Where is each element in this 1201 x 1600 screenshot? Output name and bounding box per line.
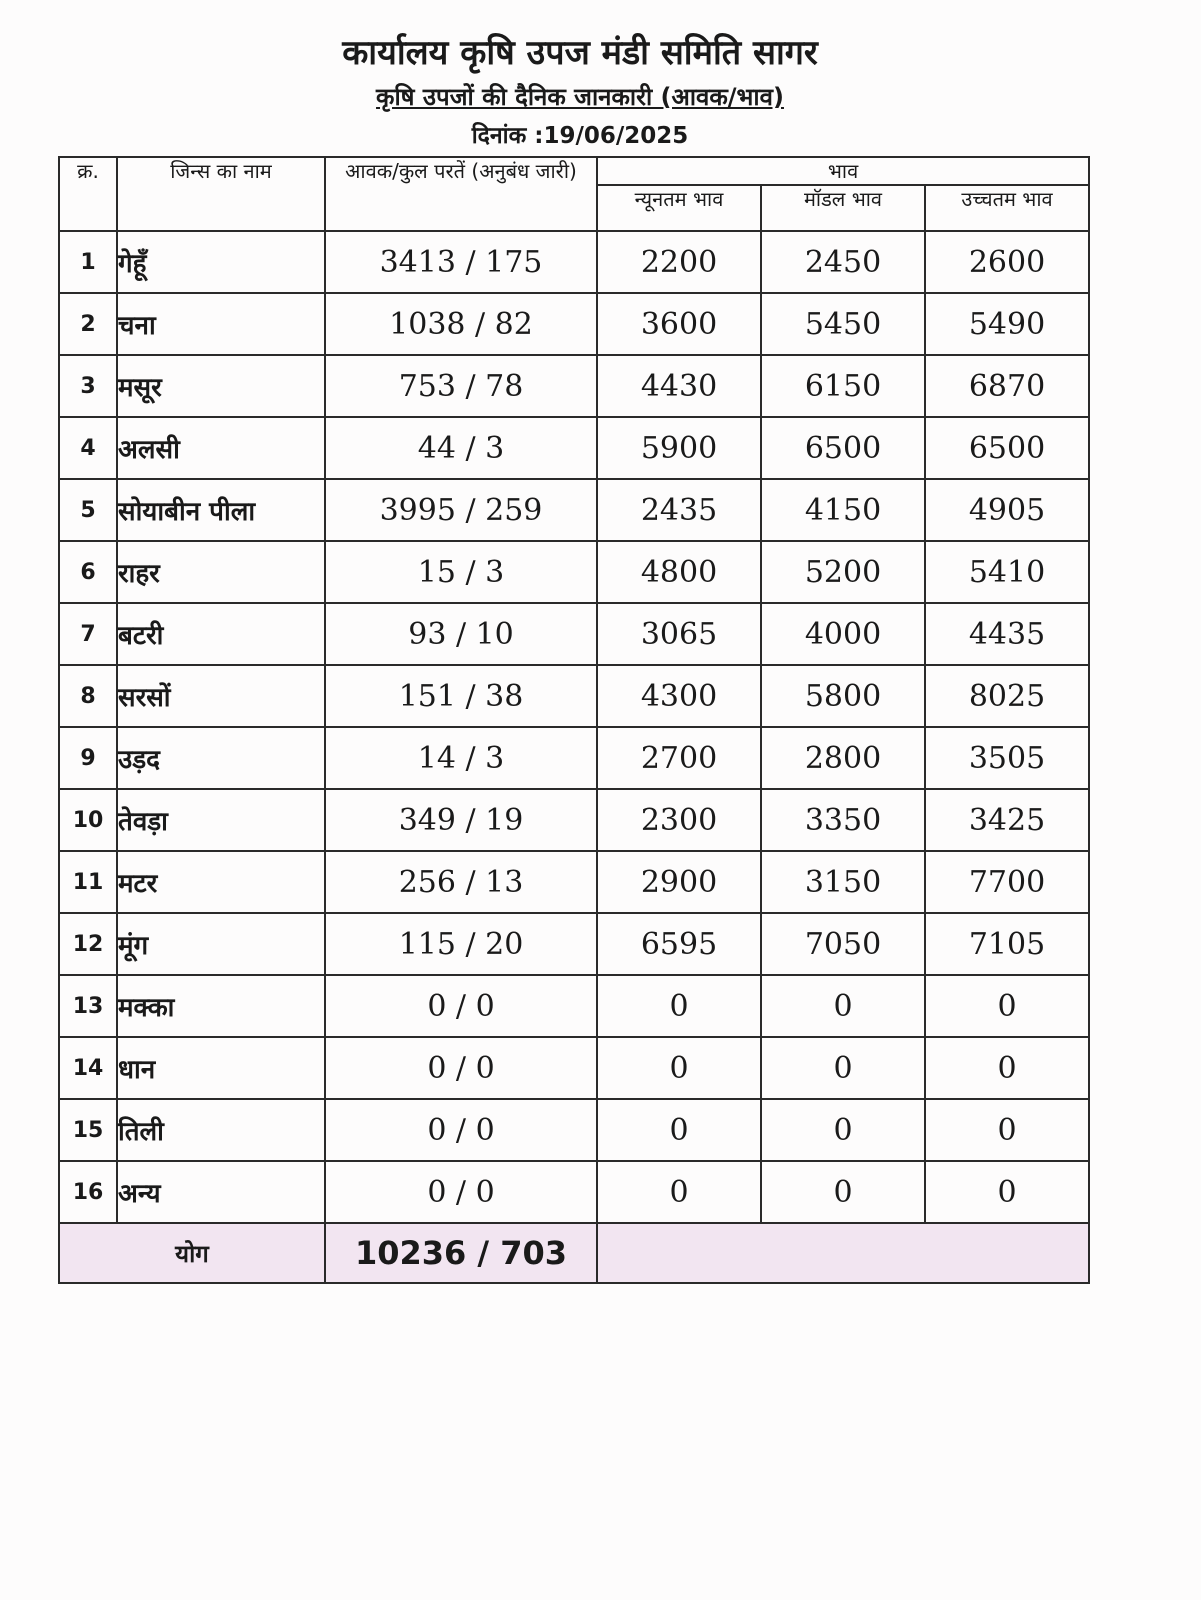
header-min-price: न्यूनतम भाव [597,185,761,231]
row-commodity-name: गेहूँ [117,231,325,293]
row-serial: 16 [59,1161,117,1223]
row-arrival: 349 / 19 [325,789,597,851]
row-modal-price: 5450 [761,293,925,355]
row-serial: 10 [59,789,117,851]
row-commodity-name: मक्का [117,975,325,1037]
row-commodity-name: धान [117,1037,325,1099]
row-arrival: 115 / 20 [325,913,597,975]
table-row [59,1037,1089,1099]
table-row [59,913,1089,975]
row-max-price: 8025 [925,665,1089,727]
row-arrival: 256 / 13 [325,851,597,913]
header-modal-price: मॉडल भाव [761,185,925,231]
header-price-group: भाव [597,157,1089,185]
row-min-price: 3600 [597,293,761,355]
row-arrival: 0 / 0 [325,1161,597,1223]
row-min-price: 0 [597,1099,761,1161]
row-commodity-name: अन्य [117,1161,325,1223]
row-arrival: 15 / 3 [325,541,597,603]
table-body [59,231,1089,1283]
row-min-price: 2700 [597,727,761,789]
row-arrival: 3995 / 259 [325,479,597,541]
header-arrival: आवक/कुल परतें (अनुबंध जारी) [325,157,597,231]
row-commodity-name: सरसों [117,665,325,727]
row-modal-price: 5800 [761,665,925,727]
row-max-price: 0 [925,975,1089,1037]
row-serial: 1 [59,231,117,293]
row-serial: 5 [59,479,117,541]
row-min-price: 3065 [597,603,761,665]
row-arrival: 0 / 0 [325,975,597,1037]
row-arrival: 3413 / 175 [325,231,597,293]
report-subtitle [0,80,1160,113]
row-serial: 12 [59,913,117,975]
header-commodity-name: जिन्स का नाम [117,157,325,231]
row-serial: 4 [59,417,117,479]
row-serial: 11 [59,851,117,913]
row-max-price: 4905 [925,479,1089,541]
table-row [59,665,1089,727]
row-modal-price: 0 [761,1099,925,1161]
row-min-price: 4300 [597,665,761,727]
row-max-price: 6500 [925,417,1089,479]
table-row [59,479,1089,541]
row-arrival: 753 / 78 [325,355,597,417]
row-commodity-name: मसूर [117,355,325,417]
row-commodity-name: तिली [117,1099,325,1161]
row-arrival: 93 / 10 [325,603,597,665]
row-modal-price: 0 [761,1037,925,1099]
row-modal-price: 5200 [761,541,925,603]
row-min-price: 2200 [597,231,761,293]
row-serial: 15 [59,1099,117,1161]
row-serial: 3 [59,355,117,417]
row-commodity-name: मटर [117,851,325,913]
row-modal-price: 6150 [761,355,925,417]
row-min-price: 4800 [597,541,761,603]
row-commodity-name: मूंग [117,913,325,975]
row-max-price: 3505 [925,727,1089,789]
row-min-price: 6595 [597,913,761,975]
row-min-price: 2900 [597,851,761,913]
row-modal-price: 0 [761,1161,925,1223]
table-row [59,975,1089,1037]
row-commodity-name: राहर [117,541,325,603]
row-max-price: 0 [925,1161,1089,1223]
table-row [59,851,1089,913]
row-serial: 8 [59,665,117,727]
row-modal-price: 2450 [761,231,925,293]
row-serial: 7 [59,603,117,665]
daily-market-table [58,156,1090,1284]
row-serial: 2 [59,293,117,355]
row-max-price: 7700 [925,851,1089,913]
row-max-price: 6870 [925,355,1089,417]
table-row [59,1099,1089,1161]
row-modal-price: 3150 [761,851,925,913]
row-commodity-name: सोयाबीन पीला [117,479,325,541]
row-commodity-name: बटरी [117,603,325,665]
row-serial: 6 [59,541,117,603]
header-row-top [59,157,1089,185]
report-date: दिनांक :19/06/2025 [471,123,689,149]
row-max-price: 0 [925,1037,1089,1099]
row-commodity-name: अलसी [117,417,325,479]
table-row [59,541,1089,603]
row-max-price: 5410 [925,541,1089,603]
row-min-price: 0 [597,1161,761,1223]
table-header [59,157,1089,231]
table-row [59,231,1089,293]
table-row [59,293,1089,355]
row-min-price: 2300 [597,789,761,851]
row-max-price: 3425 [925,789,1089,851]
header-serial: क्र. [59,157,117,231]
row-commodity-name: चना [117,293,325,355]
table-row [59,789,1089,851]
row-arrival: 44 / 3 [325,417,597,479]
row-min-price: 0 [597,975,761,1037]
row-serial: 14 [59,1037,117,1099]
row-max-price: 7105 [925,913,1089,975]
row-arrival: 14 / 3 [325,727,597,789]
row-modal-price: 7050 [761,913,925,975]
row-modal-price: 0 [761,975,925,1037]
row-arrival: 0 / 0 [325,1037,597,1099]
row-modal-price: 6500 [761,417,925,479]
total-row [59,1223,1089,1283]
table-row [59,355,1089,417]
office-title: कार्यालय कृषि उपज मंडी समिति सागर [342,33,818,73]
row-min-price: 4430 [597,355,761,417]
total-price-blank [597,1223,1089,1283]
row-commodity-name: तेवड़ा [117,789,325,851]
row-arrival: 0 / 0 [325,1099,597,1161]
row-max-price: 2600 [925,231,1089,293]
row-arrival: 1038 / 82 [325,293,597,355]
row-serial: 9 [59,727,117,789]
table-row [59,727,1089,789]
table-row [59,417,1089,479]
row-commodity-name: उड़द [117,727,325,789]
total-label: योग [59,1223,325,1283]
header-max-price: उच्चतम भाव [925,185,1089,231]
row-modal-price: 4000 [761,603,925,665]
row-arrival: 151 / 38 [325,665,597,727]
total-arrival: 10236 / 703 [325,1223,597,1283]
row-modal-price: 4150 [761,479,925,541]
row-min-price: 0 [597,1037,761,1099]
table-row [59,603,1089,665]
row-modal-price: 3350 [761,789,925,851]
row-max-price: 5490 [925,293,1089,355]
table-row [59,1161,1089,1223]
row-max-price: 0 [925,1099,1089,1161]
row-max-price: 4435 [925,603,1089,665]
row-min-price: 2435 [597,479,761,541]
report-subtitle-text: कृषि उपजों की दैनिक जानकारी (आवक/भाव) [376,83,784,111]
row-modal-price: 2800 [761,727,925,789]
row-min-price: 5900 [597,417,761,479]
row-serial: 13 [59,975,117,1037]
